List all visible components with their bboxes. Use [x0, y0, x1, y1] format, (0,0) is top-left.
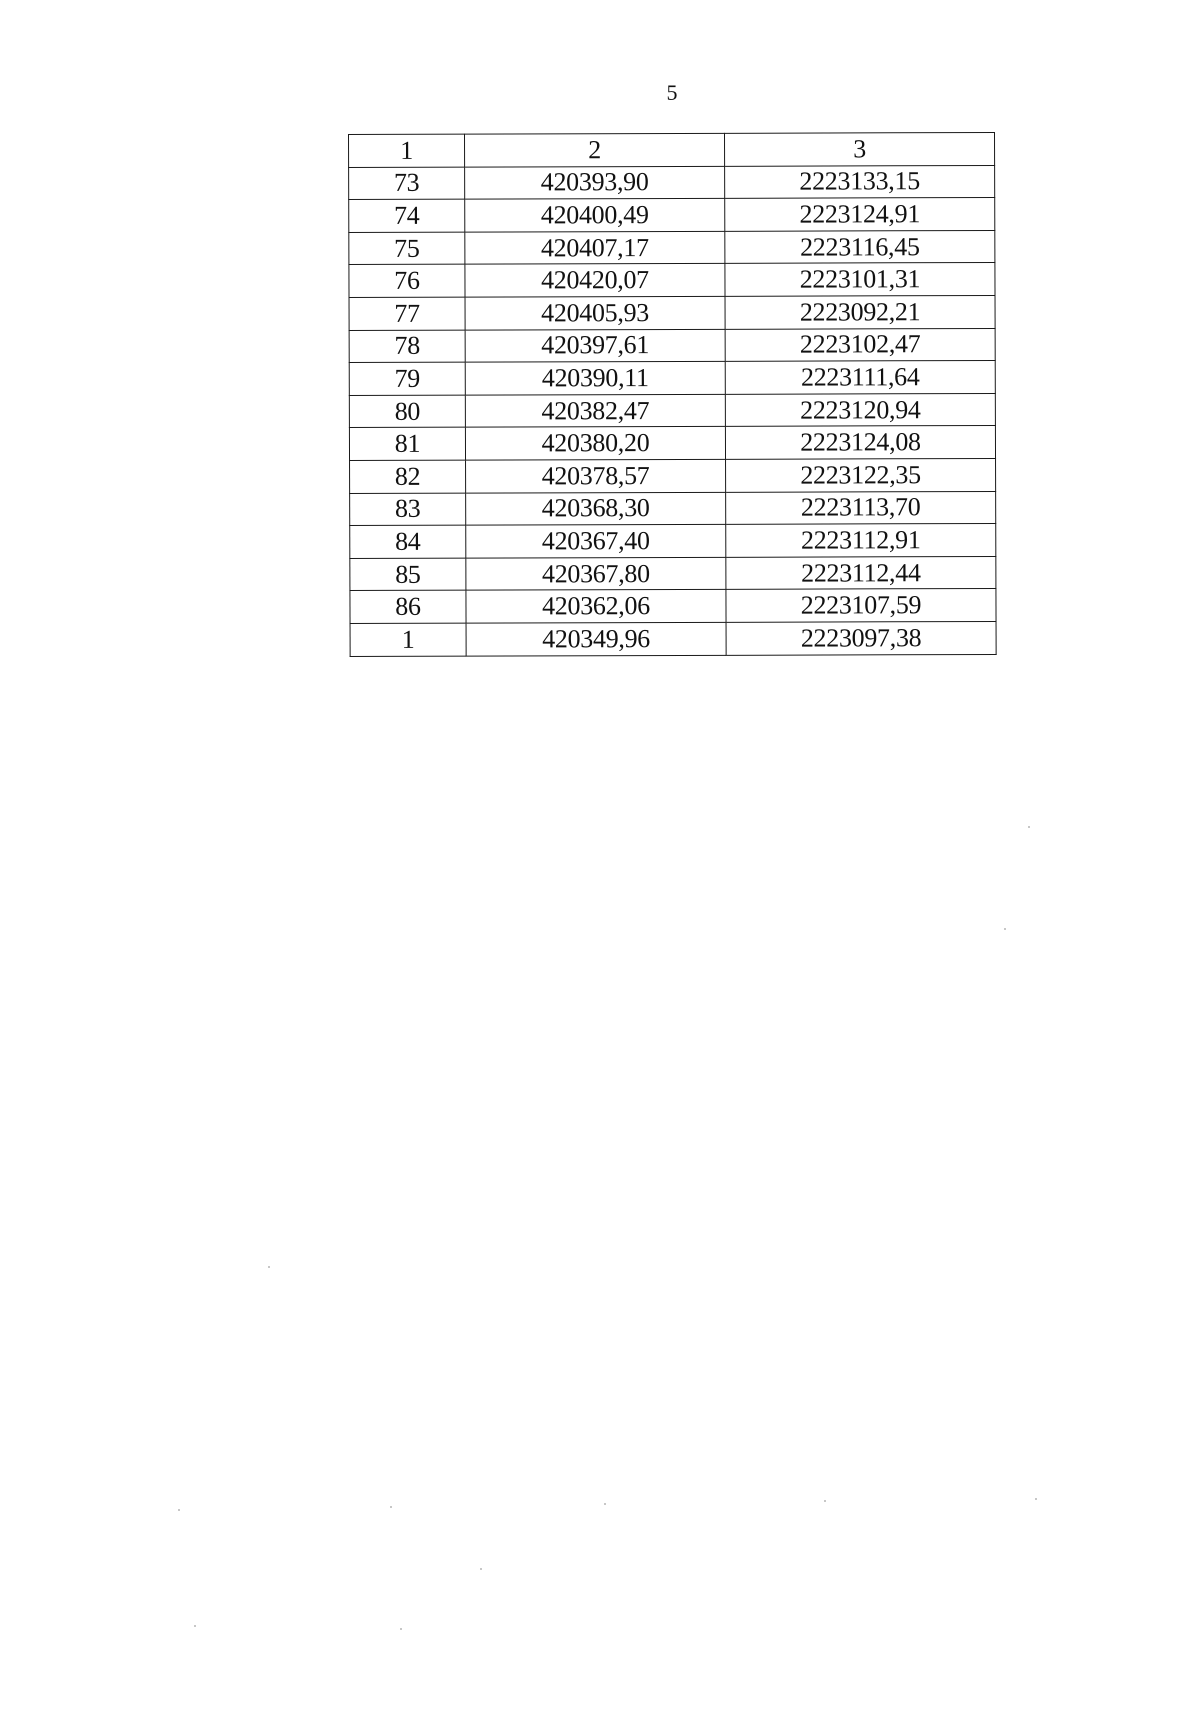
point-number-cell: 82	[350, 460, 466, 493]
x-coordinate-cell: 420420,07	[465, 264, 725, 297]
point-number-cell: 81	[349, 427, 465, 460]
x-coordinate-cell: 420380,20	[465, 427, 725, 460]
point-number-cell: 73	[349, 167, 465, 200]
point-number-cell: 86	[350, 590, 466, 623]
x-coordinate-cell: 420367,40	[466, 524, 726, 557]
point-number-cell: 79	[349, 362, 465, 395]
table-row	[349, 393, 995, 428]
table-row	[350, 621, 996, 656]
point-number-cell: 84	[350, 525, 466, 558]
x-coordinate-cell: 420368,30	[466, 492, 726, 525]
scan-speck	[1035, 1498, 1037, 1500]
y-coordinate-cell: 2223111,64	[725, 361, 995, 394]
y-coordinate-cell: 2223124,91	[725, 198, 995, 231]
table-row	[350, 524, 996, 559]
scan-speck	[178, 1509, 180, 1511]
y-coordinate-cell: 2223113,70	[726, 491, 996, 524]
y-coordinate-cell: 2223107,59	[726, 589, 996, 622]
table-row	[350, 589, 996, 624]
table-row	[349, 426, 995, 461]
y-coordinate-cell: 2223116,45	[725, 230, 995, 263]
column-header: 3	[724, 132, 994, 165]
table-row	[349, 263, 995, 298]
y-coordinate-cell: 2223092,21	[725, 295, 995, 328]
point-number-cell: 74	[349, 199, 465, 232]
x-coordinate-cell: 420362,06	[466, 590, 726, 623]
point-number-cell: 1	[350, 623, 466, 656]
table-row	[350, 556, 996, 591]
scan-speck	[194, 1625, 196, 1627]
y-coordinate-cell: 2223124,08	[725, 426, 995, 459]
y-coordinate-cell: 2223112,44	[726, 556, 996, 589]
x-coordinate-cell: 420397,61	[465, 329, 725, 362]
x-coordinate-cell: 420400,49	[465, 199, 725, 232]
point-number-cell: 83	[350, 493, 466, 526]
scan-speck	[1028, 826, 1030, 828]
y-coordinate-cell: 2223112,91	[726, 524, 996, 557]
table-row	[349, 230, 995, 265]
x-coordinate-cell: 420407,17	[465, 231, 725, 264]
point-number-cell: 78	[349, 330, 465, 363]
y-coordinate-cell: 2223101,31	[725, 263, 995, 296]
scan-speck	[1004, 928, 1006, 930]
y-coordinate-cell: 2223122,35	[726, 458, 996, 491]
x-coordinate-cell: 420382,47	[465, 394, 725, 427]
point-number-cell: 77	[349, 297, 465, 330]
y-coordinate-cell: 2223120,94	[725, 393, 995, 426]
x-coordinate-cell: 420367,80	[466, 557, 726, 590]
table-row	[349, 361, 995, 396]
point-number-cell: 85	[350, 558, 466, 591]
y-coordinate-cell: 2223097,38	[726, 621, 996, 654]
coordinates-table	[348, 132, 997, 657]
table-row	[349, 165, 995, 200]
scan-speck	[400, 1628, 402, 1630]
scan-speck	[480, 1568, 482, 1570]
table-row	[349, 328, 995, 363]
x-coordinate-cell: 420390,11	[465, 361, 725, 394]
table-body	[349, 132, 997, 656]
scan-speck	[604, 1503, 606, 1505]
table-row	[350, 458, 996, 493]
point-number-cell: 80	[349, 395, 465, 428]
page-number: 5	[666, 80, 678, 105]
x-coordinate-cell: 420378,57	[466, 459, 726, 492]
y-coordinate-cell: 2223102,47	[725, 328, 995, 361]
table-header-row	[349, 132, 995, 167]
column-header: 2	[465, 133, 725, 166]
x-coordinate-cell: 420349,96	[466, 622, 726, 655]
scan-speck	[390, 1506, 392, 1508]
point-number-cell: 75	[349, 232, 465, 265]
scan-speck	[268, 1266, 270, 1268]
x-coordinate-cell: 420405,93	[465, 296, 725, 329]
table-row	[350, 491, 996, 526]
table-row	[349, 198, 995, 233]
y-coordinate-cell: 2223133,15	[725, 165, 995, 198]
point-number-cell: 76	[349, 265, 465, 298]
scan-speck	[824, 1500, 826, 1502]
x-coordinate-cell: 420393,90	[465, 166, 725, 199]
column-header: 1	[349, 134, 465, 167]
table-row	[349, 295, 995, 330]
